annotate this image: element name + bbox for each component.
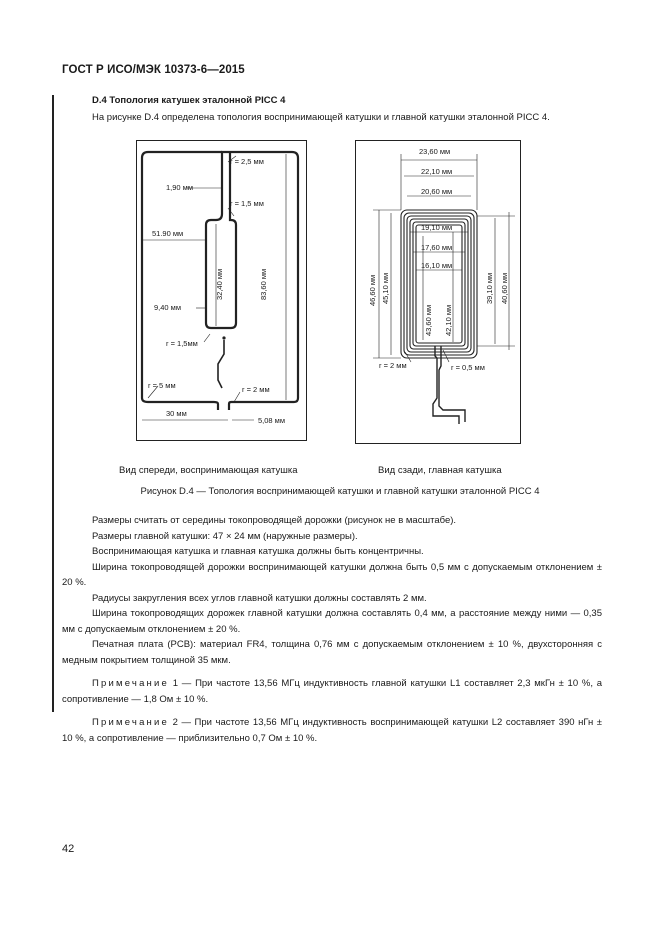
label-r05: r = 0,5 мм <box>451 363 485 372</box>
leader-r15b <box>204 334 210 342</box>
front-view-caption: Вид спереди, воспринимающая катушка <box>119 465 298 476</box>
label-1760: 17,60 мм <box>421 243 453 252</box>
label-8360: 83,60 мм <box>259 268 268 300</box>
front-view-drawing <box>136 140 308 442</box>
note-text: 2 — При частоте 13,56 МГц индуктивность воспринимающей катушки L2 составляет 390 нГн ± 10 %, а сопротивление — приблизительно 0,7 Ом ± 10 %. <box>62 717 602 744</box>
label-1610: 16,10 мм <box>421 261 453 270</box>
label-r15a: r = 1,5 мм <box>230 199 264 208</box>
figure-caption: Рисунок D.4 — Топология воспринимающей катушки и главной катушки эталонной PICC 4 <box>140 486 540 497</box>
label-r15b: r = 1,5мм <box>166 339 198 348</box>
label-4060: 40,60 мм <box>500 272 509 304</box>
label-30: 30 мм <box>166 409 187 418</box>
paragraph: Ширина токопроводящей дорожки воспринимающей катушки должна быть 0,5 мм с допускаемым отклонением ± 20 %. <box>62 561 602 588</box>
section-intro: На рисунке D.4 определена топология воспринимающей катушки и главной катушки эталонной PICC 4. <box>92 112 550 123</box>
lead-terminal <box>222 336 225 339</box>
note-text: 1 — При частоте 13,56 МГц индуктивность главной катушки L1 составляет 2,3 мкГн ± 10 %, а сопротивление — 1,8 Ом ± 10 %. <box>62 678 602 705</box>
label-5190: 51.90 мм <box>152 229 184 238</box>
body-text <box>62 513 602 746</box>
paragraph: Радиусы закругления всех углов главной катушки должны составлять 2 мм. <box>92 592 427 604</box>
paragraph: Размеры главной катушки: 47 × 24 мм (наружные размеры). <box>92 530 358 542</box>
note-1 <box>62 676 602 707</box>
note-2 <box>62 715 602 746</box>
label-r5: r = 5 мм <box>148 381 176 390</box>
back-view-caption: Вид сзади, главная катушка <box>378 465 502 476</box>
back-view-drawing <box>355 140 521 444</box>
section-title: D.4 Топология катушек эталонной PICC 4 <box>92 95 286 106</box>
label-r2: r = 2 мм <box>242 385 270 394</box>
page-number: 42 <box>62 843 75 855</box>
change-bar <box>52 95 54 712</box>
leader-r2 <box>234 392 240 402</box>
paragraph: Воспринимающая катушка и главная катушка должны быть концентричны. <box>92 546 424 557</box>
label-r-top: r = 2,5 мм <box>230 157 264 166</box>
label-2060: 20,60 мм <box>421 187 453 196</box>
standard-header: ГОСТ Р ИСО/МЭК 10373-6—2015 <box>62 64 245 76</box>
label-3240: 32,40 мм <box>215 268 224 300</box>
label-3910: 39,10 мм <box>485 272 494 304</box>
label-r2: r = 2 мм <box>379 361 407 370</box>
paragraph: Размеры считать от середины токопроводящей дорожки (рисунок не в масштабе). <box>92 515 457 526</box>
label-508: 5,08 мм <box>258 416 285 425</box>
label-1910: 19,10 мм <box>421 223 453 232</box>
label-2360: 23,60 мм <box>419 147 451 156</box>
note-label: Примечание <box>92 678 169 689</box>
pickup-coil-lead <box>218 340 224 388</box>
label-4210: 42,10 мм <box>444 304 453 336</box>
note-label: Примечание <box>92 717 169 728</box>
label-190: 1,90 мм <box>166 183 193 192</box>
label-4660: 46,60 мм <box>368 274 377 306</box>
label-940: 9,40 мм <box>154 303 181 312</box>
label-2210: 22,10 мм <box>421 167 453 176</box>
label-4360: 43,60 мм <box>424 304 433 336</box>
paragraph: Печатная плата (PCB): материал FR4, толщина 0,76 мм с допускаемым отклонением ± 10 %, двухсторонняя с медным покрытием толщиной 35 мкм. <box>62 639 602 666</box>
label-4510: 45,10 мм <box>381 272 390 304</box>
paragraph: Ширина токопроводящих дорожек главной катушки должна составлять 0,4 мм, а расстояние между ними — 0,35 мм с допускаемым отклонением ± 20 %. <box>62 608 602 635</box>
